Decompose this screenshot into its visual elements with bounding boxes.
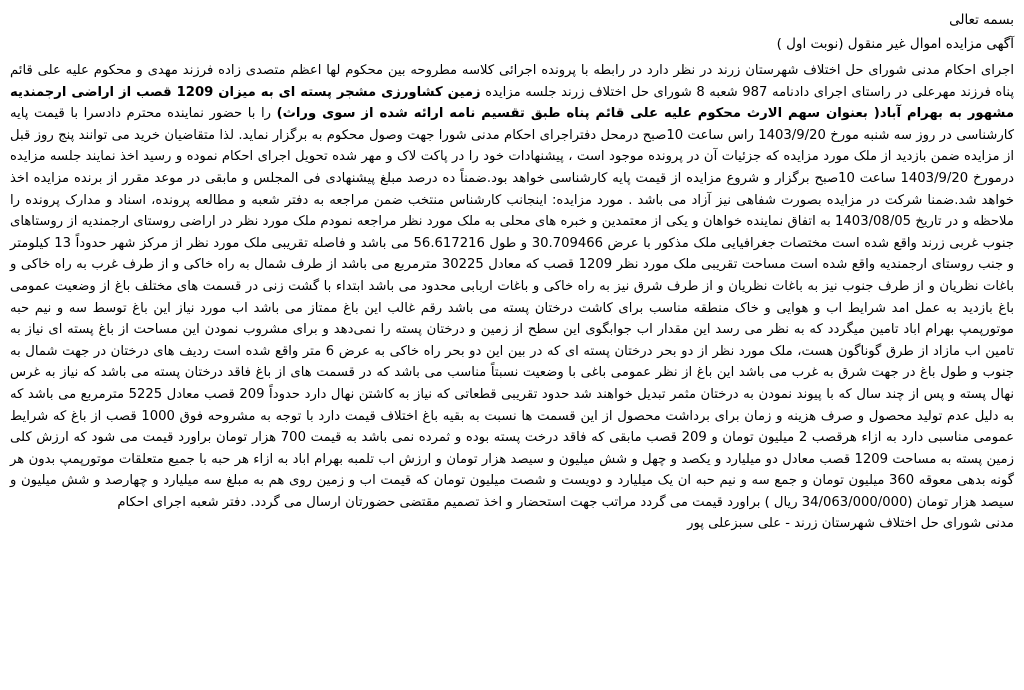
notice-body-intro: اجرای احکام مدنی شورای حل اختلاف شهرستان زرند در نظر دارد در رابطه با پرونده اجرائی کلاسه مطروحه بین محکوم لها اعظم متصدی زاده فرزند مهدی و محکوم علیه علی قائم پناه فرزند مهرعلی در راستای اجرای دادنامه 987 شعبه 8 شورای حل اختلاف زرند جلسه مزایده (10, 63, 1014, 100)
signature-line: مدنی شورای حل اختلاف شهرستان زرند - علی سبزعلی پور (687, 516, 1014, 532)
bismillah-heading: بسمه تعالی (949, 12, 1014, 28)
notice-title: آگهی مزایده اموال غیر منقول (نوبت اول ) (776, 36, 1014, 52)
property-description: زمین کشاورزی مشجر پسته ای به میزان 1209 قصب از اراضی ارجمندیه مشهور به بهرام آباد( بعنوان سهم الارث محکوم علیه علی قائم پناه طبق تقسیم نامه ارائه شده از سوی وراث) (10, 84, 1014, 122)
notice-body (10, 60, 1014, 513)
notice-body-details: را با حضور نماینده محترم دادسرا با قیمت پایه کارشناسی در روز سه شنبه مورخ 1403/9/20 راس ساعت 10صبح درمحل دفتراجرای احکام مدنی شورا جهت وصول محکوم به برگزار نماید. لذا متقاضیان خرید می توانند پنج روز قبل از مزایده ضمن بازدید از ملک مورد مزایده که جزئیات آن در پرونده موجود است ، پیشنهادات خود را در پاکت لاک و مهر شده تحویل اجرای احکام نموده و رسید اخذ نمایند جلسه مزایده درمورخ 1403/9/20 ساعت 10صبح برگزار و شروع مزایده از قیمت پایه کارشناسی خواهد بود.ضمناً ده درصد مبلغ پیشنهادی فی المجلس و مابقی در موعد مقرر از برنده مزایده اخذ خواهد شد.ضمنا شرکت در مزایده بصورت شفاهی نیز آزاد می باشد . مورد مزایده: اینجانب کارشناس منتخب ضمن مراجعه به دفتر شعبه و مطالعه پرونده، اسناد و مدارک پرونده را ملاحظه و در تاریخ 1403/08/05 به اتفاق نماینده خواهان و یکی از معتمدین و خبره های محلی به ملک مورد نظر مراجعه نمودم ملک مورد نظر در اراضی روستای ارجمندیه از روستاهای جنوب غربی زرند واقع شده است مختصات جغرافیایی ملک مذکور با عرض 30.709466 و طول 56.617216 می باشد و فاصله تقریبی ملک مورد نظر از مرکز شهر حدوداً 13 کیلومتر و جنب روستای ارجمندیه واقع شده است مساحت تقریبی ملک مورد نظر 1209 قصب که معادل 30225 مترمربع می باشد از طرف شمال به راه خاکی و از طرف غرب به راه خاکی و باغات نظریان و از طرف جنوب نیز به باغات نظریان و از طرف شرق نیز به راه خاکی و باغات اربابی محدود می باشد ابتداء با گشت زنی در قسمت های مختلف باغ از وضعیت عمومی باغ بازدید به عمل امد شرایط اب و هوایی و خاک منطقه مناسب برای کاشت درختان پسته می باشد رقم غالب این باغ ممتاز می باشد اب مورد نیاز این باغ توسط سه و نیم حبه موتورپمپ بهرام اباد تامین میگردد که به نظر می رسد این مقدار اب جوابگوی این سطح از زمین و درختان پسته را نمی‌دهد و برای مشروب نمودن این مساحت از باغ پسته ای نیاز به تامین اب مازاد از طرق گوناگون هست، ملک مورد نظر از دو بحر درختان پسته ای که در بین این دو بحر راه خاکی به عرض 6 متر واقع شده است ردیف های درختان در جهت شمال به جنوب و طول باغ در جهت شرق به غرب می باشد این باغ از نظر عمومی باغی با وضعیت نسبتاً مناسب می باشد که در قسمت های از باغ فاقد درختان پسته می باشد که نیاز به غرس نهال پسته و پس از چند سال که با پیوند نمودن به درختان مثمر تبدیل خواهند شد حدود تقریبی قطعاتی که نیاز به کاشتن نهال دارد حدوداً 209 قصب معادل 5225 مترمربع می باشد که به دلیل عدم تولید محصول و صرف هزینه و زمان برای برداشت محصول از این قسمت ها نسبت به بقیه باغ اختلاف قیمت دارد با توجه به مشروحه فوق 1000 قصب از باغ که شرایط عمومی مناسبی دارد به ازاء هرقصب 2 میلیون تومان و 209 قصب مابقی که فاقد درخت پسته بوده و ثمرده نمی باشد به قیمت 700 هزار تومان براورد قیمت می شود که ارزش کلی زمین پسته به مساحت 1209 قصب معادل دو میلیارد و یکصد و چهل و شش میلیون و سیصد هزار تومان و ارزش اب تلمبه بهرام اباد به ازاء هر حبه با جمیع متعلقات موتورپمپ بدون هر گونه بدهی معوقه 360 میلیون تومان و جمع سه و نیم حبه ان یک میلیارد و دویست و شصت میلیون تومان که قیمت اب و زمین روی هم به مبلغ سه میلیارد و چهارصد و شش میلیون و سیصد هزار تومان (34/063/000/000 ریال ) براورد قیمت می گردد مراتب جهت استحضار و اخذ تصمیم مقتضی حضورتان ارسال می گردد. دفتر شعبه اجرای احکام (10, 106, 1015, 510)
